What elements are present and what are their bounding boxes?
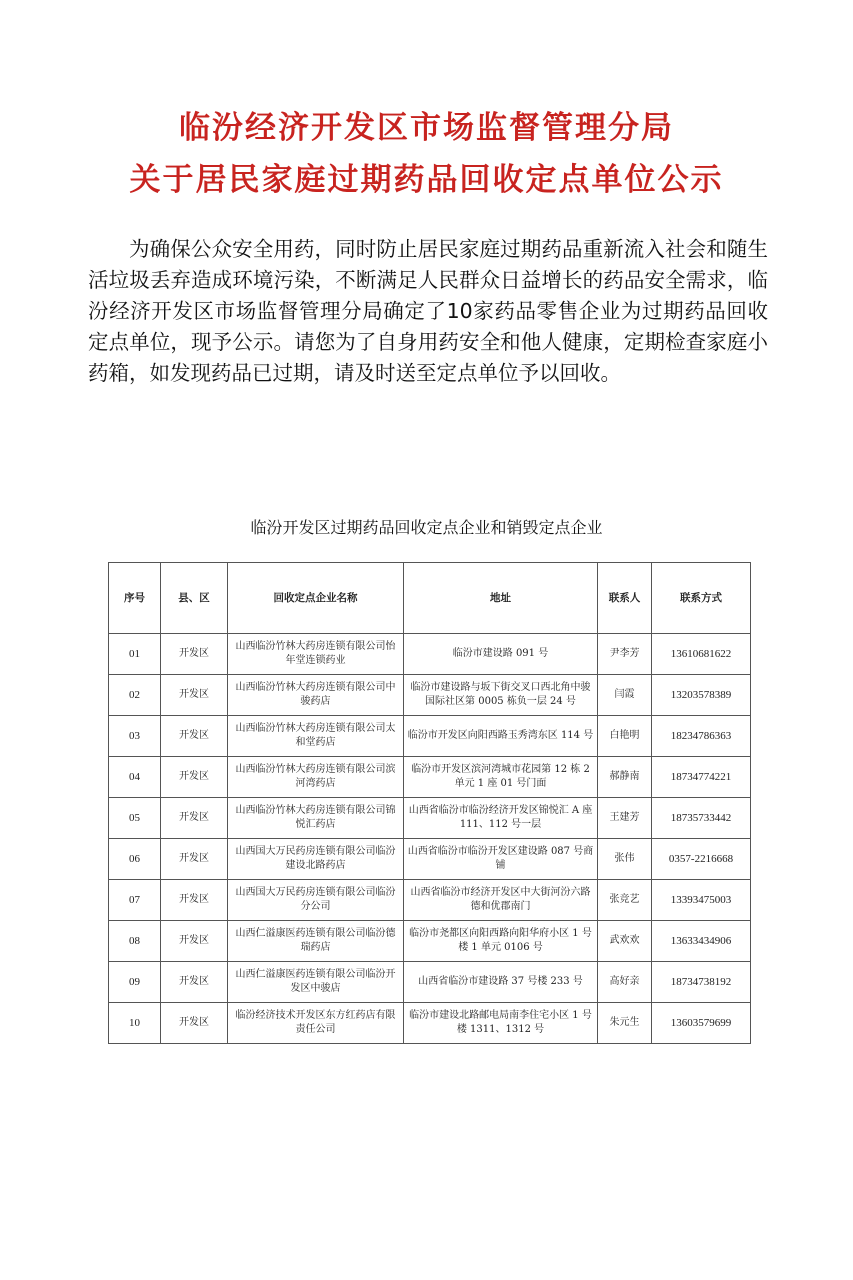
table-row — [109, 757, 751, 798]
notice-title-line-2: 关于居民家庭过期药品回收定点单位公示 — [129, 162, 724, 198]
cell-company: 山西临汾竹林大药房连锁有限公司怡年堂连锁药业 — [228, 634, 404, 675]
cell-address: 山西省临汾市经济开发区中大街河汾六路德和优郡南门 — [404, 880, 598, 921]
cell-contact: 高好亲 — [598, 962, 652, 1003]
cell-index: 10 — [109, 1003, 161, 1044]
cell-district: 开发区 — [161, 839, 228, 880]
cell-contact: 白艳明 — [598, 716, 652, 757]
header-district: 县、区 — [161, 563, 228, 634]
table-row — [109, 716, 751, 757]
cell-company: 临汾经济技术开发区东方红药店有限责任公司 — [228, 1003, 404, 1044]
cell-company: 山西临汾竹林大药房连锁有限公司锦悦汇药店 — [228, 798, 404, 839]
cell-index: 03 — [109, 716, 161, 757]
table-row — [109, 962, 751, 1003]
cell-index: 09 — [109, 962, 161, 1003]
table-title: 临汾开发区过期药品回收定点企业和销毁定点企业 — [250, 518, 603, 537]
cell-contact: 闫霞 — [598, 675, 652, 716]
cell-phone: 18234786363 — [652, 716, 751, 757]
cell-phone: 18734738192 — [652, 962, 751, 1003]
cell-address: 临汾市建设路 091 号 — [404, 634, 598, 675]
cell-phone: 13603579699 — [652, 1003, 751, 1044]
table-row — [109, 921, 751, 962]
cell-address: 山西省临汾市建设路 37 号楼 233 号 — [404, 962, 598, 1003]
cell-company: 山西国大万民药房连锁有限公司临汾建设北路药店 — [228, 839, 404, 880]
cell-index: 04 — [109, 757, 161, 798]
recycling-sites-table — [108, 562, 751, 1044]
table-header-row — [109, 563, 751, 634]
cell-address: 山西省临汾市临汾经济开发区锦悦汇 A 座 111、112 号一层 — [404, 798, 598, 839]
table-row — [109, 798, 751, 839]
cell-phone: 18735733442 — [652, 798, 751, 839]
intro-paragraph: 为确保公众安全用药，同时防止居民家庭过期药品重新流入社会和随生活垃圾丢弃造成环境污染，不断满足人民群众日益增长的药品安全需求，临汾经济开发区市场监督管理分局确定了10家药品零售企业为过期药品回收定点单位，现予公示。请您为了自身用药安全和他人健康，定期检查家庭小药箱，如发现药品已过期，请及时送至定点单位予以回收。 — [88, 237, 768, 385]
cell-address: 临汾市开发区滨河湾城市花园第 12 栋 2 单元 1 座 01 号门面 — [404, 757, 598, 798]
cell-district: 开发区 — [161, 716, 228, 757]
header-address: 地址 — [404, 563, 598, 634]
header-index: 序号 — [109, 563, 161, 634]
cell-index: 02 — [109, 675, 161, 716]
cell-company: 山西临汾竹林大药房连锁有限公司中骏药店 — [228, 675, 404, 716]
cell-phone: 18734774221 — [652, 757, 751, 798]
cell-company: 山西临汾竹林大药房连锁有限公司滨河湾药店 — [228, 757, 404, 798]
cell-index: 05 — [109, 798, 161, 839]
cell-district: 开发区 — [161, 757, 228, 798]
cell-district: 开发区 — [161, 798, 228, 839]
cell-company: 山西仁溢康医药连锁有限公司临汾开发区中骏店 — [228, 962, 404, 1003]
cell-district: 开发区 — [161, 921, 228, 962]
cell-contact: 朱元生 — [598, 1003, 652, 1044]
cell-address: 临汾市开发区向阳西路玉秀湾东区 114 号 — [404, 716, 598, 757]
notice-title-line-1: 临汾经济开发区市场监督管理分局 — [179, 110, 674, 146]
cell-index: 01 — [109, 634, 161, 675]
cell-phone: 13610681622 — [652, 634, 751, 675]
cell-address: 临汾市建设北路邮电局南李住宅小区 1 号楼 1311、1312 号 — [404, 1003, 598, 1044]
cell-phone: 13203578389 — [652, 675, 751, 716]
cell-contact: 尹李芳 — [598, 634, 652, 675]
cell-district: 开发区 — [161, 675, 228, 716]
cell-district: 开发区 — [161, 634, 228, 675]
table-row — [109, 1003, 751, 1044]
cell-address: 临汾市建设路与坂下街交叉口西北角中骏国际社区第 0005 栋负一层 24 号 — [404, 675, 598, 716]
cell-phone: 13393475003 — [652, 880, 751, 921]
cell-district: 开发区 — [161, 962, 228, 1003]
cell-district: 开发区 — [161, 1003, 228, 1044]
cell-contact: 张伟 — [598, 839, 652, 880]
table-row — [109, 675, 751, 716]
cell-contact: 武欢欢 — [598, 921, 652, 962]
cell-contact: 郝静南 — [598, 757, 652, 798]
header-contact: 联系人 — [598, 563, 652, 634]
cell-phone: 0357-2216668 — [652, 839, 751, 880]
cell-address: 山西省临汾市临汾开发区建设路 087 号商铺 — [404, 839, 598, 880]
header-company: 回收定点企业名称 — [228, 563, 404, 634]
cell-contact: 王建芳 — [598, 798, 652, 839]
cell-company: 山西仁溢康医药连锁有限公司临汾德瑞药店 — [228, 921, 404, 962]
cell-index: 07 — [109, 880, 161, 921]
header-phone: 联系方式 — [652, 563, 751, 634]
cell-index: 06 — [109, 839, 161, 880]
cell-company: 山西临汾竹林大药房连锁有限公司太和堂药店 — [228, 716, 404, 757]
table-row — [109, 880, 751, 921]
cell-address: 临汾市尧都区向阳西路向阳华府小区 1 号楼 1 单元 0106 号 — [404, 921, 598, 962]
cell-company: 山西国大万民药房连锁有限公司临汾分公司 — [228, 880, 404, 921]
table-row — [109, 634, 751, 675]
cell-district: 开发区 — [161, 880, 228, 921]
table-row — [109, 839, 751, 880]
cell-index: 08 — [109, 921, 161, 962]
cell-contact: 张竞艺 — [598, 880, 652, 921]
cell-phone: 13633434906 — [652, 921, 751, 962]
